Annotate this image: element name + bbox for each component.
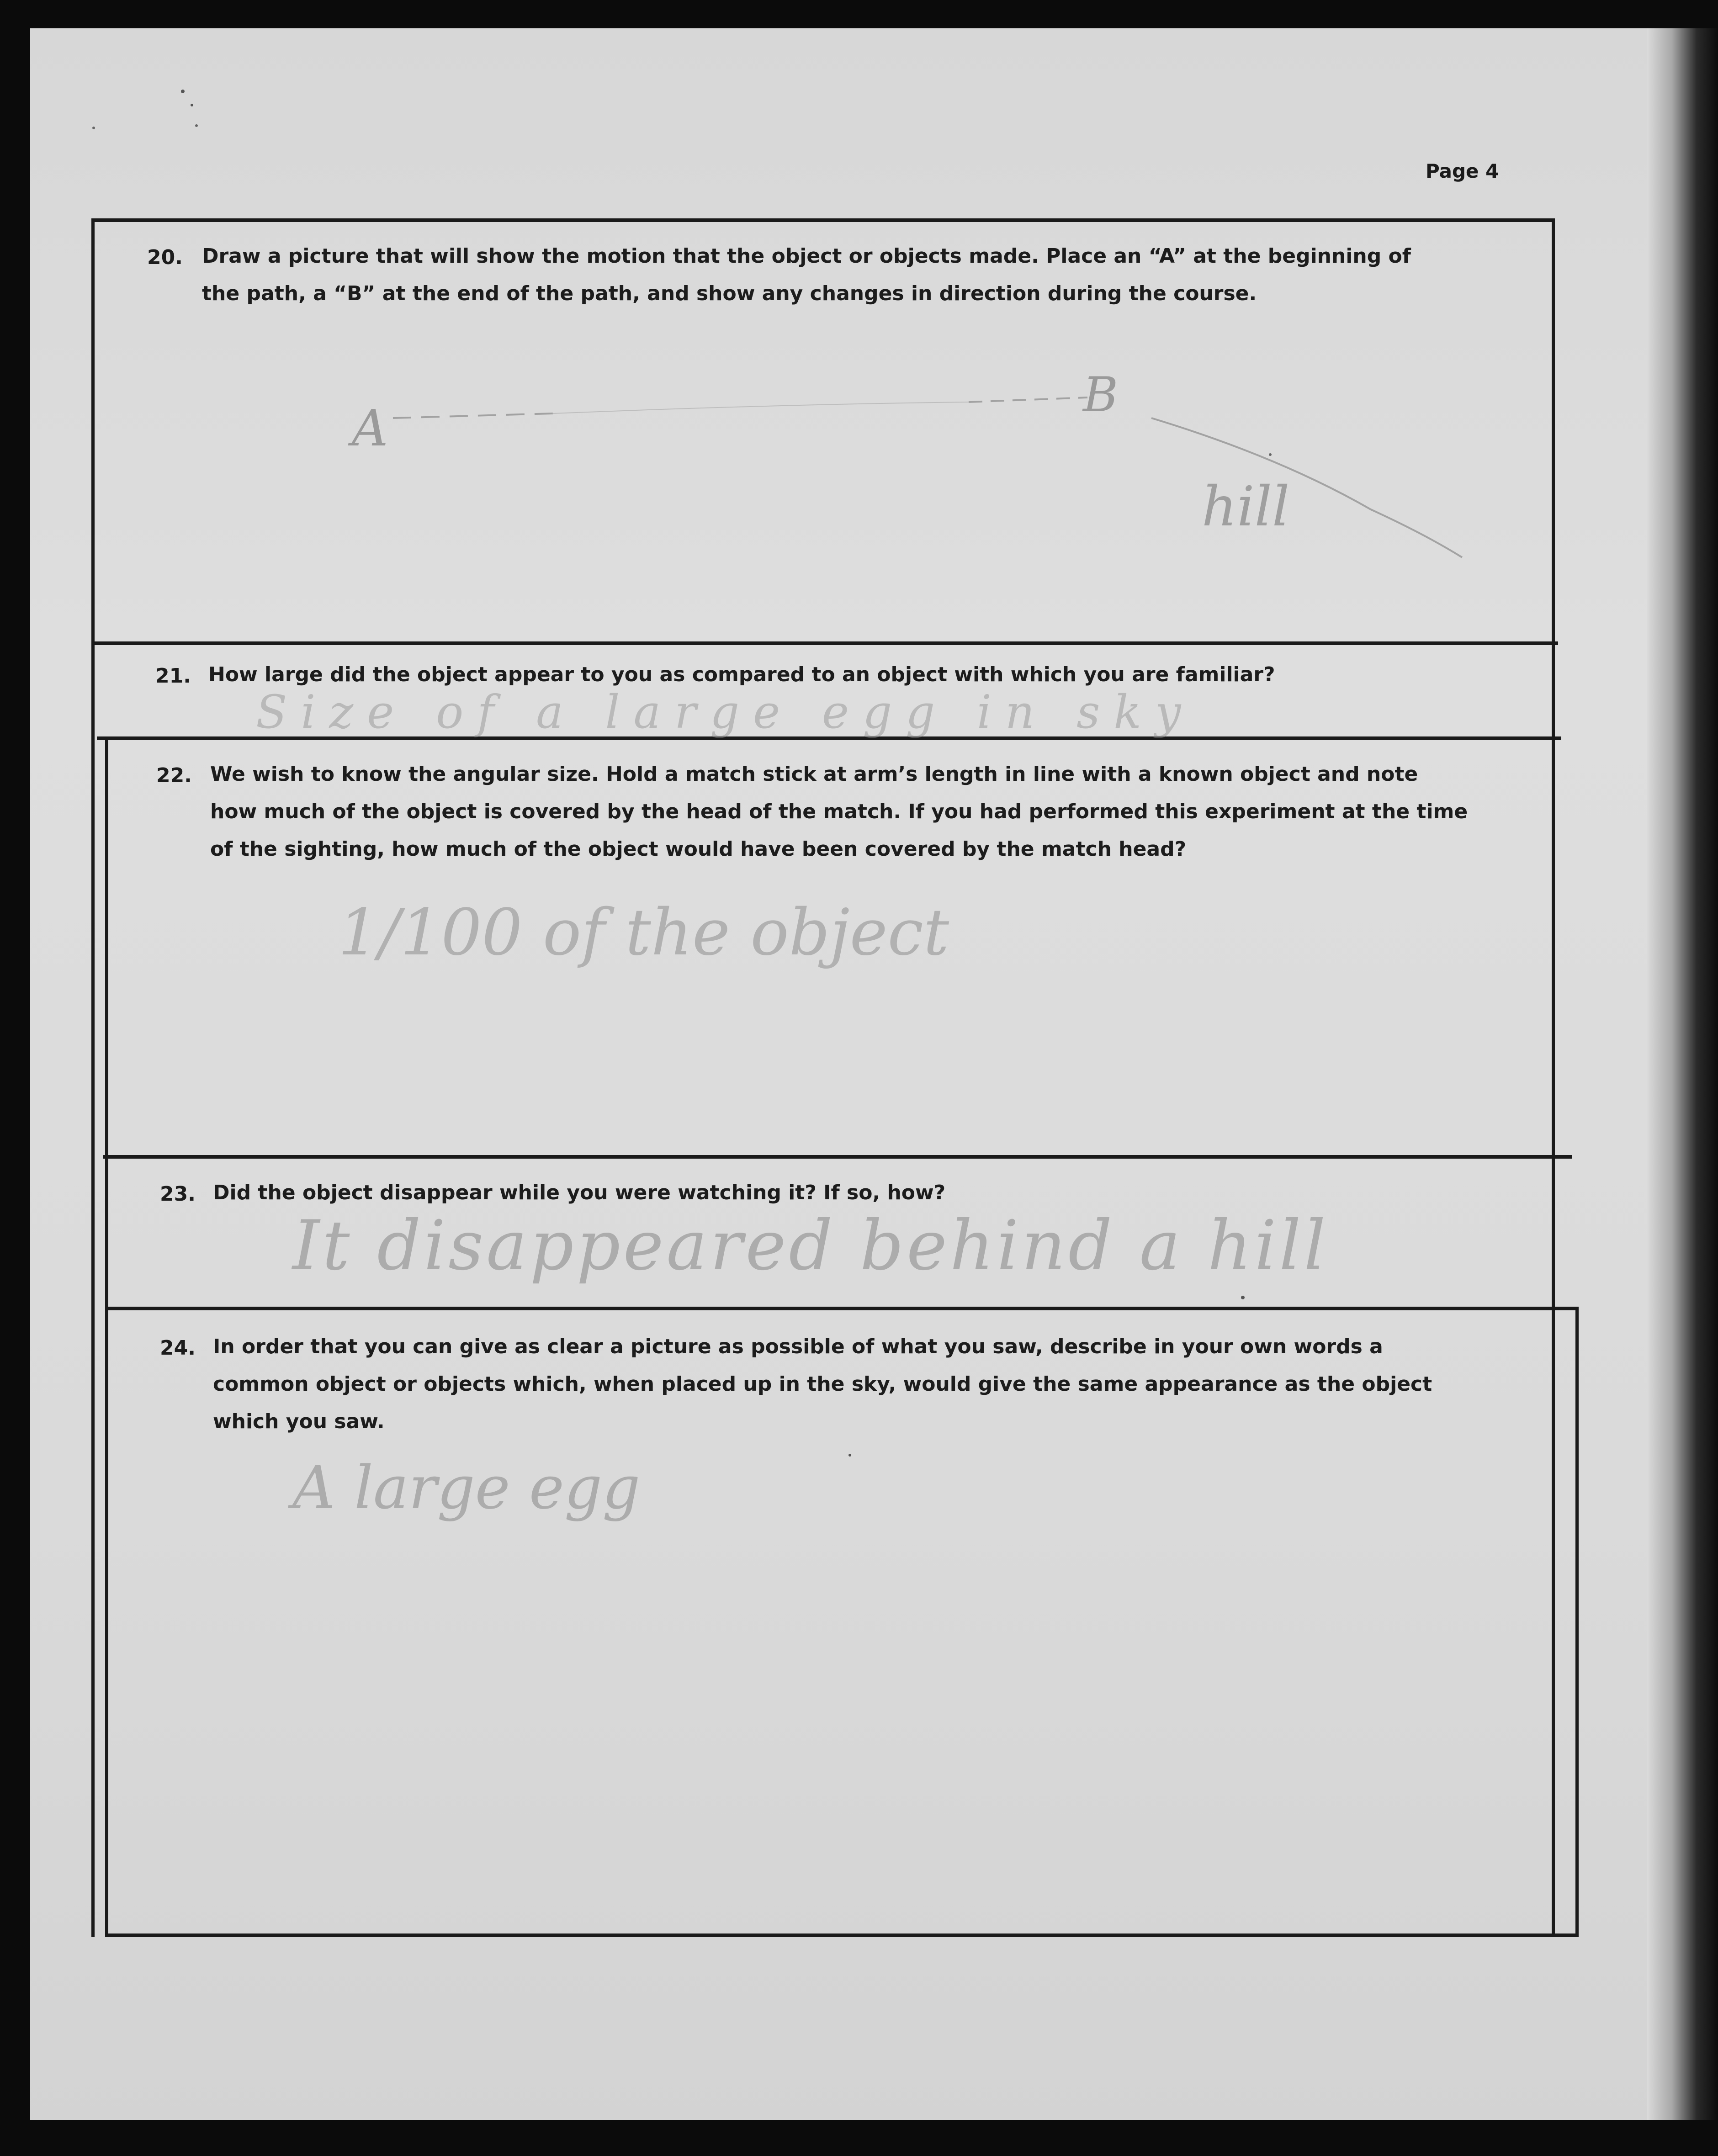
path-end-label: B [1083,367,1119,423]
answer-24: A large egg [292,1453,641,1522]
question-text-line: how much of the object is covered by the head of the match. If you had performed this experiment at the time [210,800,1468,823]
question-number: 21. [155,664,191,688]
question-number: 24. [160,1336,196,1360]
question-text-line: Draw a picture that will show the motion that the object or objects made. Place an “A” at the beginning of [202,244,1411,268]
question-text-line: common object or objects which, when placed up in the sky, would give the same appearance as the object [213,1372,1432,1396]
question-text-line: of the sighting, how much of the object would have been covered by the match head? [210,837,1187,861]
path-hill-label: hill [1202,475,1290,539]
question-text-line: which you saw. [213,1410,385,1433]
answer-22: 1/100 of the object [338,895,949,970]
answer-21: Size of a large egg in sky [256,685,1195,739]
question-number: 23. [160,1182,196,1206]
question-number: 22. [156,764,192,787]
path-start-label: A [352,399,388,457]
question-text-line: Did the object disappear while you were watching it? If so, how? [213,1181,946,1204]
question-text-line: the path, a “B” at the end of the path, and show any changes in direction during the course. [202,282,1257,305]
question-text-line: In order that you can give as clear a picture as possible of what you saw, describe in your own words a [213,1335,1383,1358]
question-text-line: How large did the object appear to you as compared to an object with which you are familiar? [208,663,1275,686]
page-number: Page 4 [1426,160,1499,182]
question-text-line: We wish to know the angular size. Hold a match stick at arm’s length in line with a known object and note [210,763,1418,786]
answer-23: It disappeared behind a hill [292,1206,1329,1286]
question-number: 20. [147,246,183,269]
